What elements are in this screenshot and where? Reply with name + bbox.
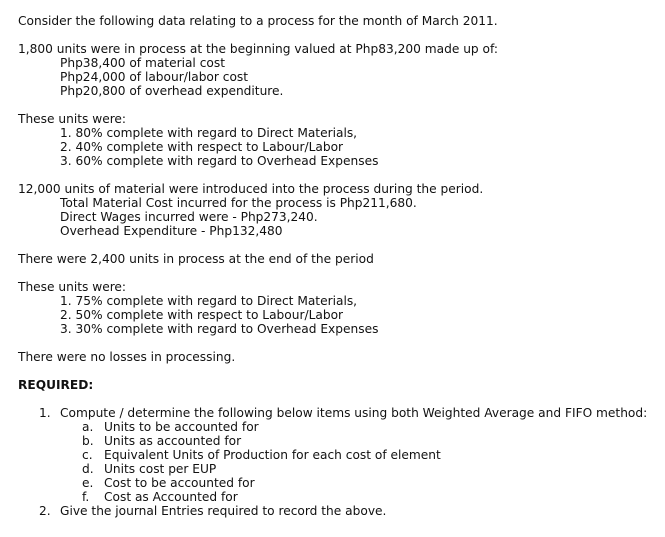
question-number: 2. [39,504,51,518]
beginning-overhead: Php20,800 of overhead expenditure. [60,84,284,98]
required-label: REQUIRED: [18,378,94,392]
question-2 [39,504,386,518]
ending-completion-header: These units were: [18,280,127,294]
introduced-overhead: Overhead Expenditure - Php132,480 [60,224,283,238]
beginning-labor: Php24,000 of labour/labor cost [60,70,249,84]
item-text: Equivalent Units of Production for each cost of element [104,448,441,462]
question-1 [39,406,647,420]
beginning-material: Php38,400 of material cost [60,56,225,70]
list-item [82,420,259,434]
ending-text: There were 2,400 units in process at the end of the period [18,252,374,266]
item-letter: b. [82,434,94,448]
item-text: Cost to be accounted for [104,476,255,490]
beginning-completion-item: 2. 40% complete with respect to Labour/Labor [60,140,344,154]
list-item [82,462,216,476]
beginning-completion-item: 1. 80% complete with regard to Direct Materials, [60,126,358,140]
beginning-header: 1,800 units were in process at the beginning valued at Php83,200 made up of: [18,42,498,56]
item-letter: c. [82,448,93,462]
item-letter: f. [82,490,90,504]
list-item [82,490,238,504]
item-letter: e. [82,476,94,490]
intro-text: Consider the following data relating to a process for the month of March 2011. [18,14,498,28]
question-number: 1. [39,406,51,420]
ending-completion-item: 3. 30% complete with regard to Overhead Expenses [60,322,379,336]
list-item [82,448,441,462]
ending-completion-item: 2. 50% complete with respect to Labour/Labor [60,308,344,322]
beginning-completion-header: These units were: [18,112,127,126]
item-letter: d. [82,462,94,476]
introduced-material-cost: Total Material Cost incurred for the process is Php211,680. [60,196,417,210]
question-text: Give the journal Entries required to record the above. [60,504,387,518]
item-text: Units cost per EUP [104,462,217,476]
item-text: Cost as Accounted for [104,490,238,504]
item-letter: a. [82,420,94,434]
ending-completion-item: 1. 75% complete with regard to Direct Materials, [60,294,358,308]
question-text: Compute / determine the following below items using both Weighted Average and FIFO method: [60,406,648,420]
introduced-direct-wages: Direct Wages incurred were - Php273,240. [60,210,318,224]
list-item [82,476,255,490]
list-item [82,434,241,448]
item-text: Units to be accounted for [104,420,259,434]
introduced-header: 12,000 units of material were introduced into the process during the period. [18,182,484,196]
item-text: Units as accounted for [104,434,242,448]
losses-text: There were no losses in processing. [18,350,236,364]
beginning-completion-item: 3. 60% complete with regard to Overhead Expenses [60,154,379,168]
